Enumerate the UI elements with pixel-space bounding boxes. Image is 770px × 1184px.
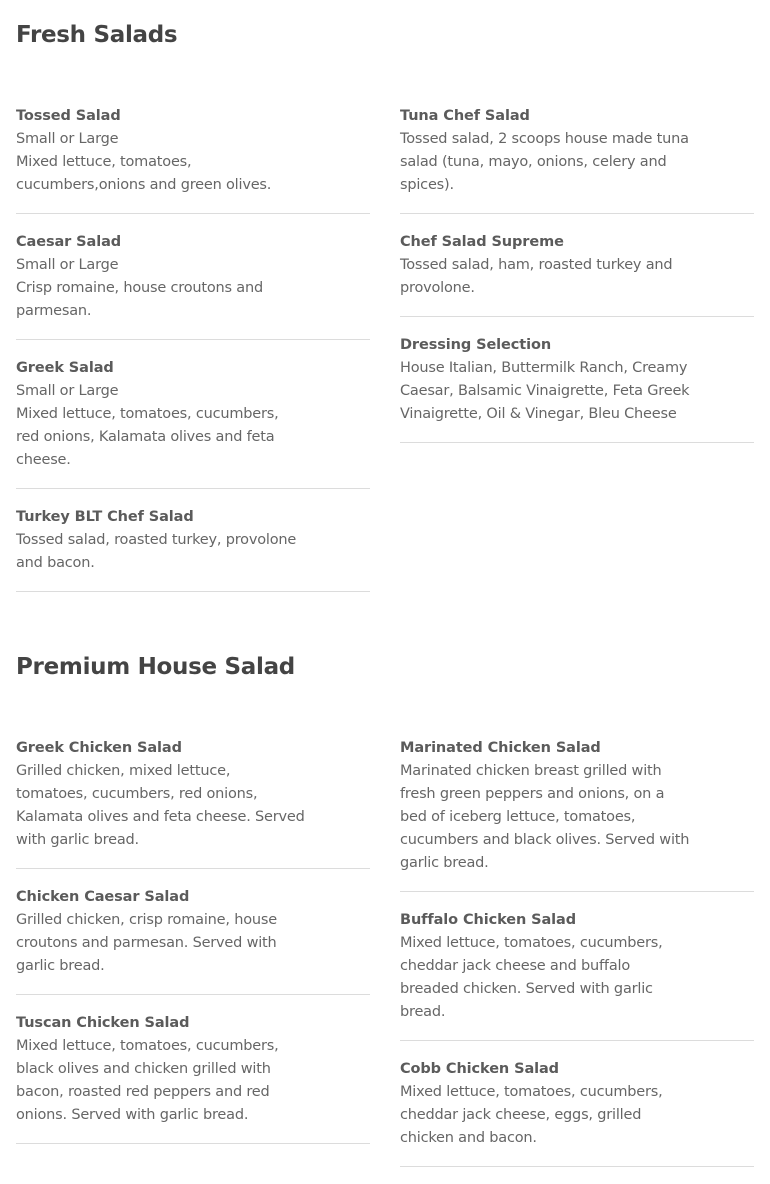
menu-item-description: Marinated chicken breast grilled with fresh green peppers and onions, on a bed of iceberg lettuce, tomatoes, cucumbers and black olives. Served with garlic bread. — [400, 763, 690, 871]
menu-item-description: Small or Large — [16, 257, 119, 273]
menu-item-name: Turkey BLT Chef Salad — [16, 509, 194, 525]
menu-item-description: Mixed lettuce, tomatoes, cucumbers,onions and green olives. — [16, 154, 272, 193]
menu-item-description: Small or Large — [16, 383, 119, 399]
premium-left-column — [16, 737, 370, 1161]
menu-item-name: Tuna Chef Salad — [400, 108, 530, 124]
menu-item-description: House Italian, Buttermilk Ranch, Creamy Caesar, Balsamic Vinaigrette, Feta Greek Vinaigrette, Oil & Vinegar, Bleu Cheese — [400, 360, 690, 422]
menu-item — [16, 737, 370, 869]
menu-item-name: Chef Salad Supreme — [400, 234, 564, 250]
menu-item — [16, 506, 370, 592]
menu-item-description: Small or Large — [16, 131, 119, 147]
menu-item — [16, 357, 370, 489]
menu-item-name: Chicken Caesar Salad — [16, 889, 190, 905]
menu-item-description: Mixed lettuce, tomatoes, cucumbers, cheddar jack cheese and buffalo breaded chicken. Served with garlic bread. — [400, 935, 663, 1020]
menu-item-name: Tossed Salad — [16, 108, 121, 124]
menu-item — [16, 1012, 370, 1144]
menu-item-name: Buffalo Chicken Salad — [400, 912, 577, 928]
premium-right-column — [400, 737, 754, 1184]
menu-item — [16, 886, 370, 995]
menu-item-name: Tuscan Chicken Salad — [16, 1015, 190, 1031]
menu-item-description: Tossed salad, roasted turkey, provolone and bacon. — [16, 532, 297, 571]
menu-item-name: Greek Salad — [16, 360, 114, 376]
menu-item — [16, 105, 370, 214]
menu-item — [16, 231, 370, 340]
section-title-premium-house-salad: Premium House Salad — [16, 654, 295, 680]
menu-item — [400, 1058, 754, 1167]
menu-item — [400, 231, 754, 317]
menu-item-name: Caesar Salad — [16, 234, 122, 250]
menu-item-description: Tossed salad, ham, roasted turkey and provolone. — [400, 257, 673, 296]
menu-item-description: Tossed salad, 2 scoops house made tuna salad (tuna, mayo, onions, celery and spices). — [400, 131, 689, 193]
fresh-salads-right-column — [400, 105, 754, 460]
menu-item-name: Cobb Chicken Salad — [400, 1061, 559, 1077]
menu-item — [400, 909, 754, 1041]
menu-item-description: Mixed lettuce, tomatoes, cucumbers, red onions, Kalamata olives and feta cheese. — [16, 406, 279, 468]
menu-item-description: Grilled chicken, mixed lettuce, tomatoes, cucumbers, red onions, Kalamata olives and feta cheese. Served with garlic bread. — [16, 763, 305, 848]
menu-item — [400, 737, 754, 892]
menu-item-name: Marinated Chicken Salad — [400, 740, 601, 756]
menu-item-description: Mixed lettuce, tomatoes, cucumbers, black olives and chicken grilled with bacon, roasted red peppers and red onions. Served with garlic bread. — [16, 1038, 279, 1123]
menu-item-description: Crisp romaine, house croutons and parmesan. — [16, 280, 263, 319]
menu-item-description: Mixed lettuce, tomatoes, cucumbers, cheddar jack cheese, eggs, grilled chicken and bacon. — [400, 1084, 663, 1146]
menu-item-description: Grilled chicken, crisp romaine, house croutons and parmesan. Served with garlic bread. — [16, 912, 277, 974]
menu-item-name: Greek Chicken Salad — [16, 740, 182, 756]
menu-item — [400, 105, 754, 214]
fresh-salads-left-column — [16, 105, 370, 609]
section-title-fresh-salads: Fresh Salads — [16, 22, 178, 48]
menu-item-name: Dressing Selection — [400, 337, 552, 353]
menu-item — [400, 334, 754, 443]
